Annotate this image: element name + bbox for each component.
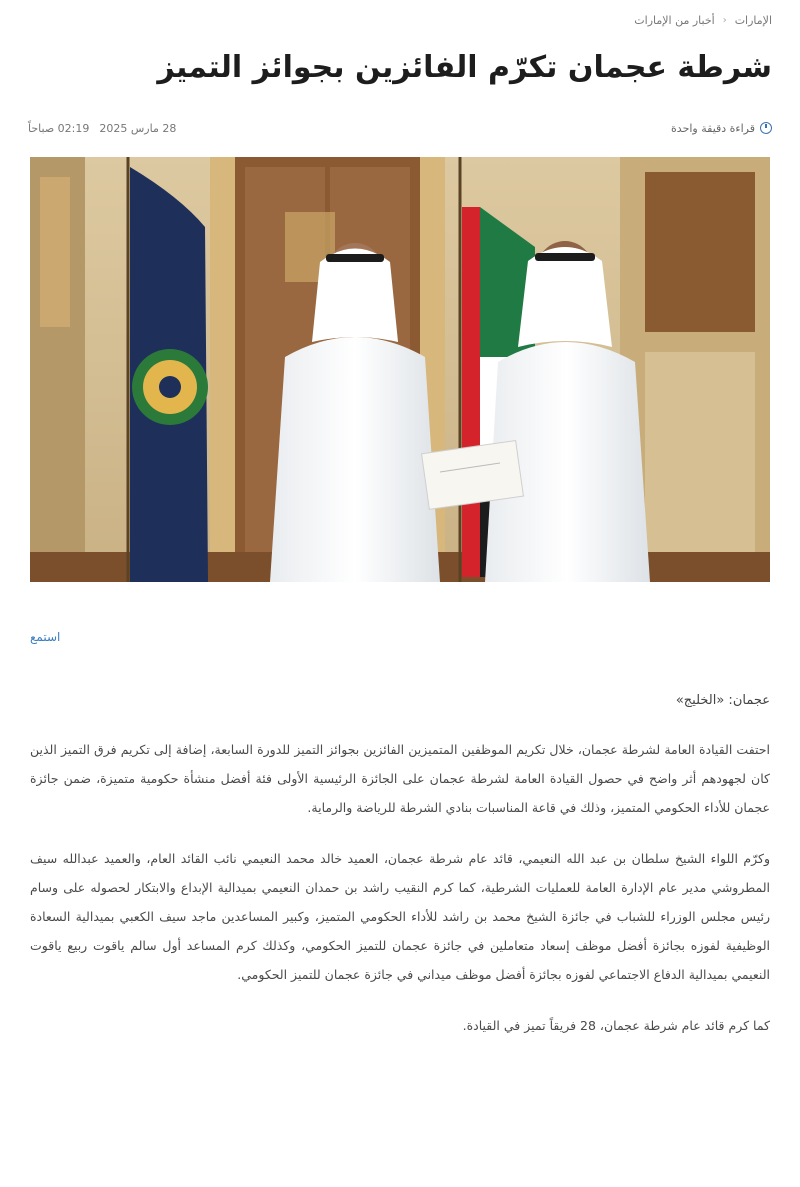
article-paragraph: وكرّم اللواء الشيخ سلطان بن عبد الله النعيمي، قائد عام شرطة عجمان، العميد خالد محمد النعيمي نائب القائد العام، والعميد عبدالله سيف المطروشي مدير عام الإدارة العامة للعمليات الشرطية، كما كرم النقيب راشد بن حمدان النعيمي بميدالية الإبداع والابتكار لحصوله على وسام رئيس مجلس الوزراء للشباب في جائزة الشيخ محمد بن راشد للأداء الحكومي المتميز، وكبير المساعدين ماجد سيف الكعبي بميدالية السعادة الوظيفية لفوزه بجائزة أفضل موظف إسعاد متعاملين في جائزة عجمان للتميز الحكومي، وكذلك كرم المساعد أول سالم ياقوت ربيع ياقوت النعيمي بميدالية الدفاع الاجتماعي لفوزه بجائزة أفضل موظف ميداني في جائزة عجمان للتميز الحكومي.: [30, 851, 770, 982]
article-dateline: عجمان: «الخليج»: [675, 693, 770, 708]
listen-button[interactable]: استمع: [30, 630, 61, 644]
breadcrumb-home-link[interactable]: الإمارات: [734, 14, 772, 27]
publish-date: 28 مارس 2025: [99, 121, 177, 135]
publish-datetime: [28, 122, 176, 135]
article-title: شرطة عجمان تكرّم الفائزين بجوائز التميز: [157, 50, 772, 85]
article-paragraph: احتفت القيادة العامة لشرطة عجمان، خلال تكريم الموظفين المتميزين الفائزين بجوائز التميز للدورة السابعة، إضافة إلى تكريم فرق التميز الذين كان لجهودهم أثر واضح في حصول القيادة العامة لشرطة عجمان على الجائزة الرئيسية الأولى فئة أفضل منشأة حكومية متميزة، ضمن جائزة عجمان للأداء الحكومي المتميز، وذلك في قاعة المناسبات بنادي الشرطة للرياضة والرماية.: [30, 742, 770, 815]
ceremony-illustration: [30, 157, 770, 582]
publish-time: 02:19 صباحاً: [28, 121, 90, 135]
clock-icon: [760, 122, 772, 134]
breadcrumb-section-link[interactable]: أخبار من الإمارات: [634, 14, 715, 27]
breadcrumb: [634, 14, 772, 27]
article-photo: [30, 157, 770, 582]
read-time-label: قراءة دقيقة واحدة: [671, 121, 755, 135]
article-body: [30, 735, 770, 1062]
article-meta: [28, 118, 772, 138]
article-paragraph: كما كرم قائد عام شرطة عجمان، 28 فريقاً تميز في القيادة.: [462, 1018, 770, 1033]
breadcrumb-separator-icon: ‹: [722, 15, 727, 26]
read-time: [671, 122, 772, 135]
